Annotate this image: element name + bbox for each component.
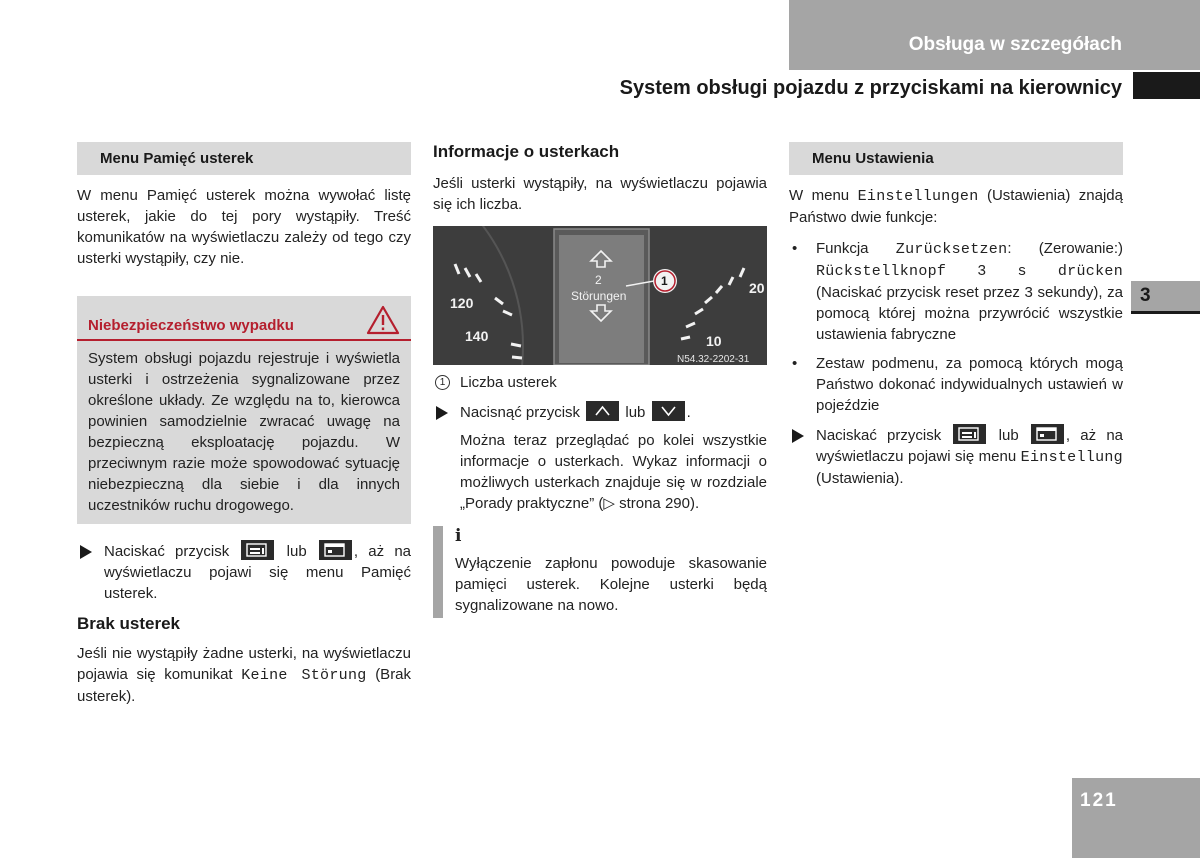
legend-item (433, 372, 767, 393)
warning-triangle-icon (366, 305, 400, 335)
column-2 (433, 141, 767, 616)
page-number: 121 (1080, 790, 1118, 811)
display-fault-count: 2 (595, 273, 602, 287)
section-title-settings: Menu Ustawienia (789, 142, 1123, 175)
column-1 (77, 142, 411, 707)
step-fault-memory: Naciskać przycisk lub , aż na wyświetlaczu pojawi się menu Pamięć usterek. (77, 540, 411, 604)
bullet-dot: • (792, 240, 798, 257)
chapter-tab (1131, 281, 1200, 314)
display-forward-button-icon (953, 424, 986, 444)
legend-number: 1 (435, 375, 450, 390)
warning-box (77, 296, 411, 524)
fault-info-intro: Jeśli usterki wystąpiły, na wyświetlaczu pojawia się ich liczba. (433, 175, 767, 213)
fault-memory-intro: W menu Pamięć usterek można wywołać listę usterek, jakie do tej pory wystąpiły. Treść komunikatów na wyświetlaczu zależy od tego czy usterki wystąpiły, czy nie. (77, 187, 411, 267)
chapter-title: Obsługa w szczegółach (908, 34, 1122, 55)
bullet-dot: • (792, 355, 798, 372)
rpm-label-10: 10 (706, 333, 722, 349)
info-bar (433, 526, 443, 618)
chapter-tab-number: 3 (1140, 285, 1151, 306)
display-back-button-icon (1031, 424, 1064, 444)
step-arrow-icon (80, 545, 92, 559)
step-settings: Naciskać przycisk lub , aż na wyświetlaczu pojawi się menu Einstellung (Ustawienia). (789, 424, 1123, 489)
callout-number: 1 (661, 274, 668, 288)
speed-label-140: 140 (465, 328, 489, 344)
info-text: Wyłączenie zapłonu powoduje skasowanie pamięci usterek. Kolejne usterki będą sygnalizowane na nowo. (455, 555, 767, 614)
bullet-submenus: • Zestaw podmenu, za pomocą których mogą Państwo dokonać indywidualnych ustawień w pojeździe (792, 355, 1123, 414)
info-box (433, 526, 767, 616)
section-title-fault-memory: Menu Pamięć usterek (77, 142, 411, 175)
warning-text: System obsługi pojazdu rejestruje i wyświetla usterki i ostrzeżenia sygnalizowane przez określone układy. Ze względu na to, kierowca powinien samodzielnie zwracać uwagę na bezpieczną eksploatację pojazdu. W przeciwnym razie może spowodować sytuację niebezpieczną dla siebie i dla innych uczestników ruchu drogowego. (88, 350, 400, 514)
display-forward-button-icon (241, 540, 274, 560)
step-arrow-icon (436, 406, 448, 420)
up-button-icon (586, 401, 619, 421)
subsection-title-no-faults: Brak usterek (77, 614, 181, 633)
rpm-label-20: 20 (749, 280, 765, 296)
image-code: N54.32-2202-31 (677, 354, 750, 365)
header-bar (1133, 72, 1200, 99)
section-title-fault-info: Informacje o usterkach (433, 142, 620, 161)
speed-label-120: 120 (450, 295, 474, 311)
settings-intro: W menu Einstellungen (Ustawienia) znajdą Państwo dwie funkcje: (789, 187, 1123, 226)
step-fault-browse: Nacisnąć przycisk lub . (433, 401, 767, 423)
down-button-icon (652, 401, 685, 421)
info-icon: i (455, 526, 462, 546)
step-arrow-icon (792, 429, 804, 443)
legend-text: Liczba usterek (460, 374, 557, 391)
instrument-cluster-image (433, 226, 767, 365)
page-title: System obsługi pojazdu z przyciskami na kierownicy (619, 77, 1122, 99)
no-faults-text: Jeśli nie wystąpiły żadne usterki, na wyświetlaczu pojawia się komunikat Keine Störung (Brak usterek). (77, 645, 412, 705)
warning-title: Niebezpieczeństwo wypadku (88, 317, 294, 334)
display-back-button-icon (319, 540, 352, 560)
step-fault-detail: Można teraz przeglądać po kolei wszystkie informacje o usterkach. Wykaz informacji o możliwych usterkach znajduje się w rozdziale „Porady praktyczne” (▷ strona 290). (460, 432, 767, 512)
display-fault-label: Störungen (571, 289, 627, 303)
column-3 (789, 142, 1123, 489)
warning-header (77, 296, 411, 341)
bullet-reset: • Funkcja Zurücksetzen: (Zerowanie:) Rückstellknopf 3 s drücken (Naciskać przycisk reset przez 3 sekundy), za pomocą której można przywrócić wszystkie ustawienia fabryczne (792, 240, 1124, 343)
page-number-box (1072, 778, 1200, 858)
